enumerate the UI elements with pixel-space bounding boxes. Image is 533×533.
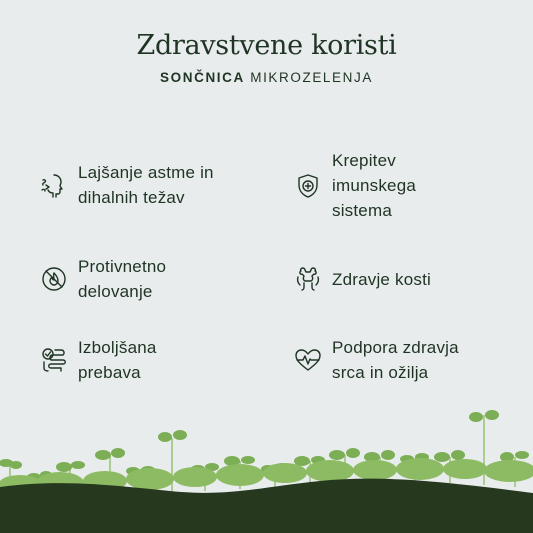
benefit-item-digestion <box>40 335 157 385</box>
benefit-item-asthma <box>40 160 214 210</box>
benefit-label-line1: Podpora zdravja <box>332 338 459 357</box>
benefit-label-line1: Zdravje kosti <box>332 269 431 289</box>
benefit-label-line3: sistema <box>332 201 392 220</box>
benefit-label-line2: delovanje <box>78 282 153 301</box>
benefit-label-line2: imunskega <box>332 176 417 195</box>
page-subtitle <box>0 70 533 85</box>
benefit-label-line1: Protivnetno <box>78 257 167 276</box>
benefit-label-line2: srca in ožilja <box>332 363 429 382</box>
shield-plus-icon <box>294 172 322 200</box>
benefit-item-bones <box>294 265 431 293</box>
benefit-label-line2: dihalnih težav <box>78 188 185 207</box>
benefit-item-anti-inflammatory <box>40 254 166 304</box>
benefit-label-line2: prebava <box>78 363 141 382</box>
page-title: Zdravstvene koristi <box>136 30 397 61</box>
benefit-label-line1: Izboljšana <box>78 338 157 357</box>
digestion-icon <box>40 346 68 374</box>
subtitle-bold: SONČNICA <box>160 70 245 85</box>
benefit-item-immune <box>294 148 416 223</box>
benefit-label-line1: Krepitev <box>332 151 396 170</box>
bone-joint-icon <box>294 265 322 293</box>
lungs-person-icon <box>40 171 68 199</box>
benefit-item-heart <box>294 335 459 385</box>
heart-pulse-icon <box>294 346 322 374</box>
subtitle-rest: MIKROZELENJA <box>250 70 373 85</box>
no-inflammation-icon <box>40 265 68 293</box>
benefit-label-line1: Lajšanje astme in <box>78 163 214 182</box>
soil <box>0 479 533 533</box>
microgreens-illustration <box>0 405 533 533</box>
